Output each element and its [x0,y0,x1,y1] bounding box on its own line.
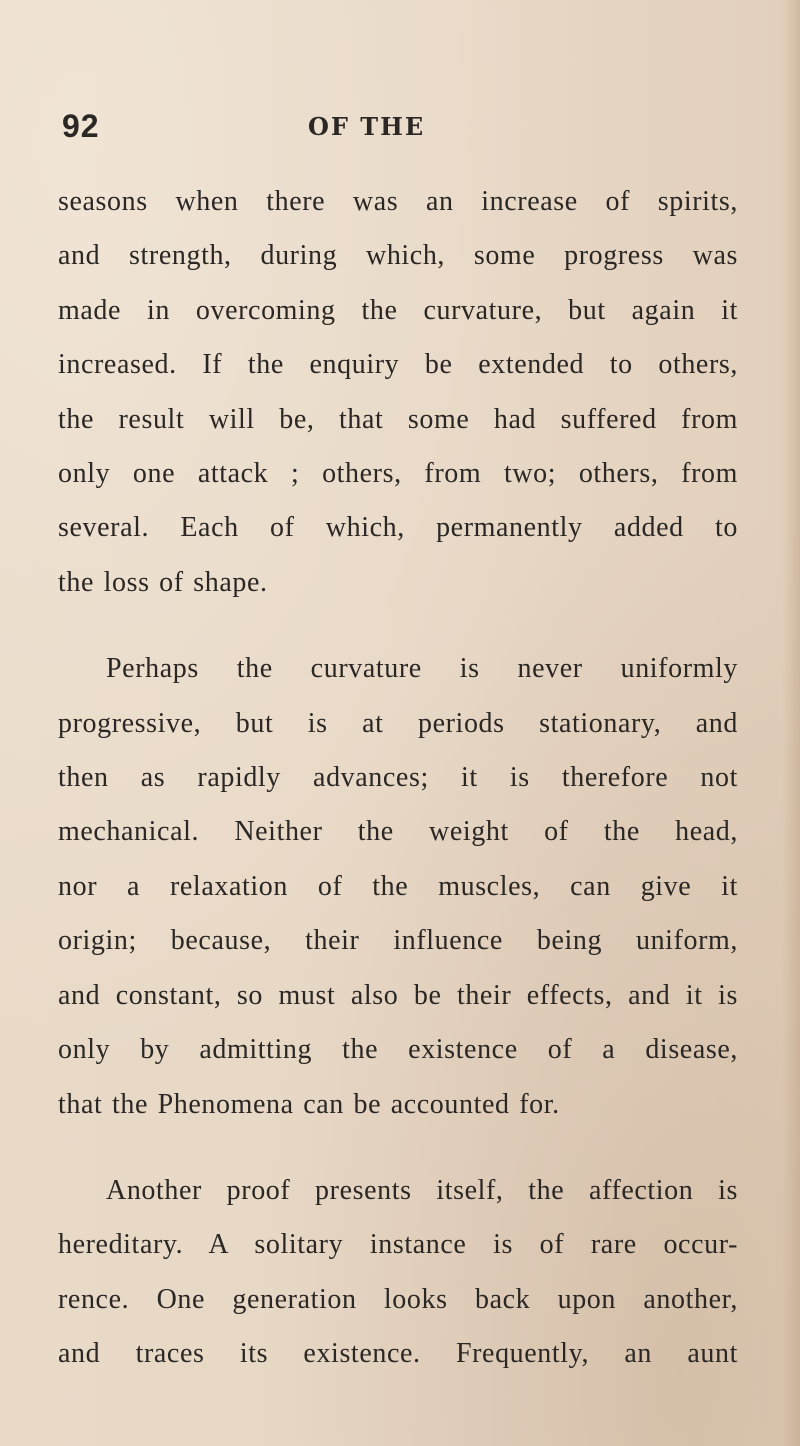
text-line: several. Each of which, permanently added to [58,512,738,544]
text-line: made in overcoming the curvature, but again it [58,294,738,326]
page-edge-shadow [782,0,800,1446]
text-line: origin; because, their influence being uniform, [58,925,738,957]
paragraph-3 [58,1164,738,1382]
text-line: the loss of shape. [58,566,268,598]
paragraph-2 [58,642,738,1132]
text-line: only one attack ; others, from two; others, from [58,458,738,490]
body-text [58,175,738,1382]
page-header [62,108,742,148]
text-line: that the Phenomena can be accounted for. [58,1088,560,1120]
text-line: Another proof presents itself, the affection is [106,1174,738,1206]
text-line: increased. If the enquiry be extended to others, [58,349,738,381]
text-line: then as rapidly advances; it is therefore not [58,762,738,794]
text-line: nor a relaxation of the muscles, can give it [58,870,738,902]
text-line: progressive, but is at periods stationary, and [58,707,738,739]
text-line: seasons when there was an increase of spirits, [58,186,738,217]
running-head: OF THE [308,112,426,141]
text-line: mechanical. Neither the weight of the head, [58,816,738,848]
text-line: hereditary. A solitary instance is of rare occur- [58,1229,738,1261]
text-line: Perhaps the curvature is never uniformly [106,653,738,685]
text-line: and strength, during which, some progress was [58,240,738,272]
text-line: only by admitting the existence of a disease, [58,1034,738,1066]
text-line: and traces its existence. Frequently, an aunt [58,1338,738,1370]
text-line: and constant, so must also be their effects, and it is [58,979,738,1011]
paragraph-1 [58,175,738,610]
text-line: the result will be, that some had suffered from [58,403,738,435]
page-number: 92 [62,108,100,144]
text-line: rence. One generation looks back upon another, [58,1283,738,1315]
